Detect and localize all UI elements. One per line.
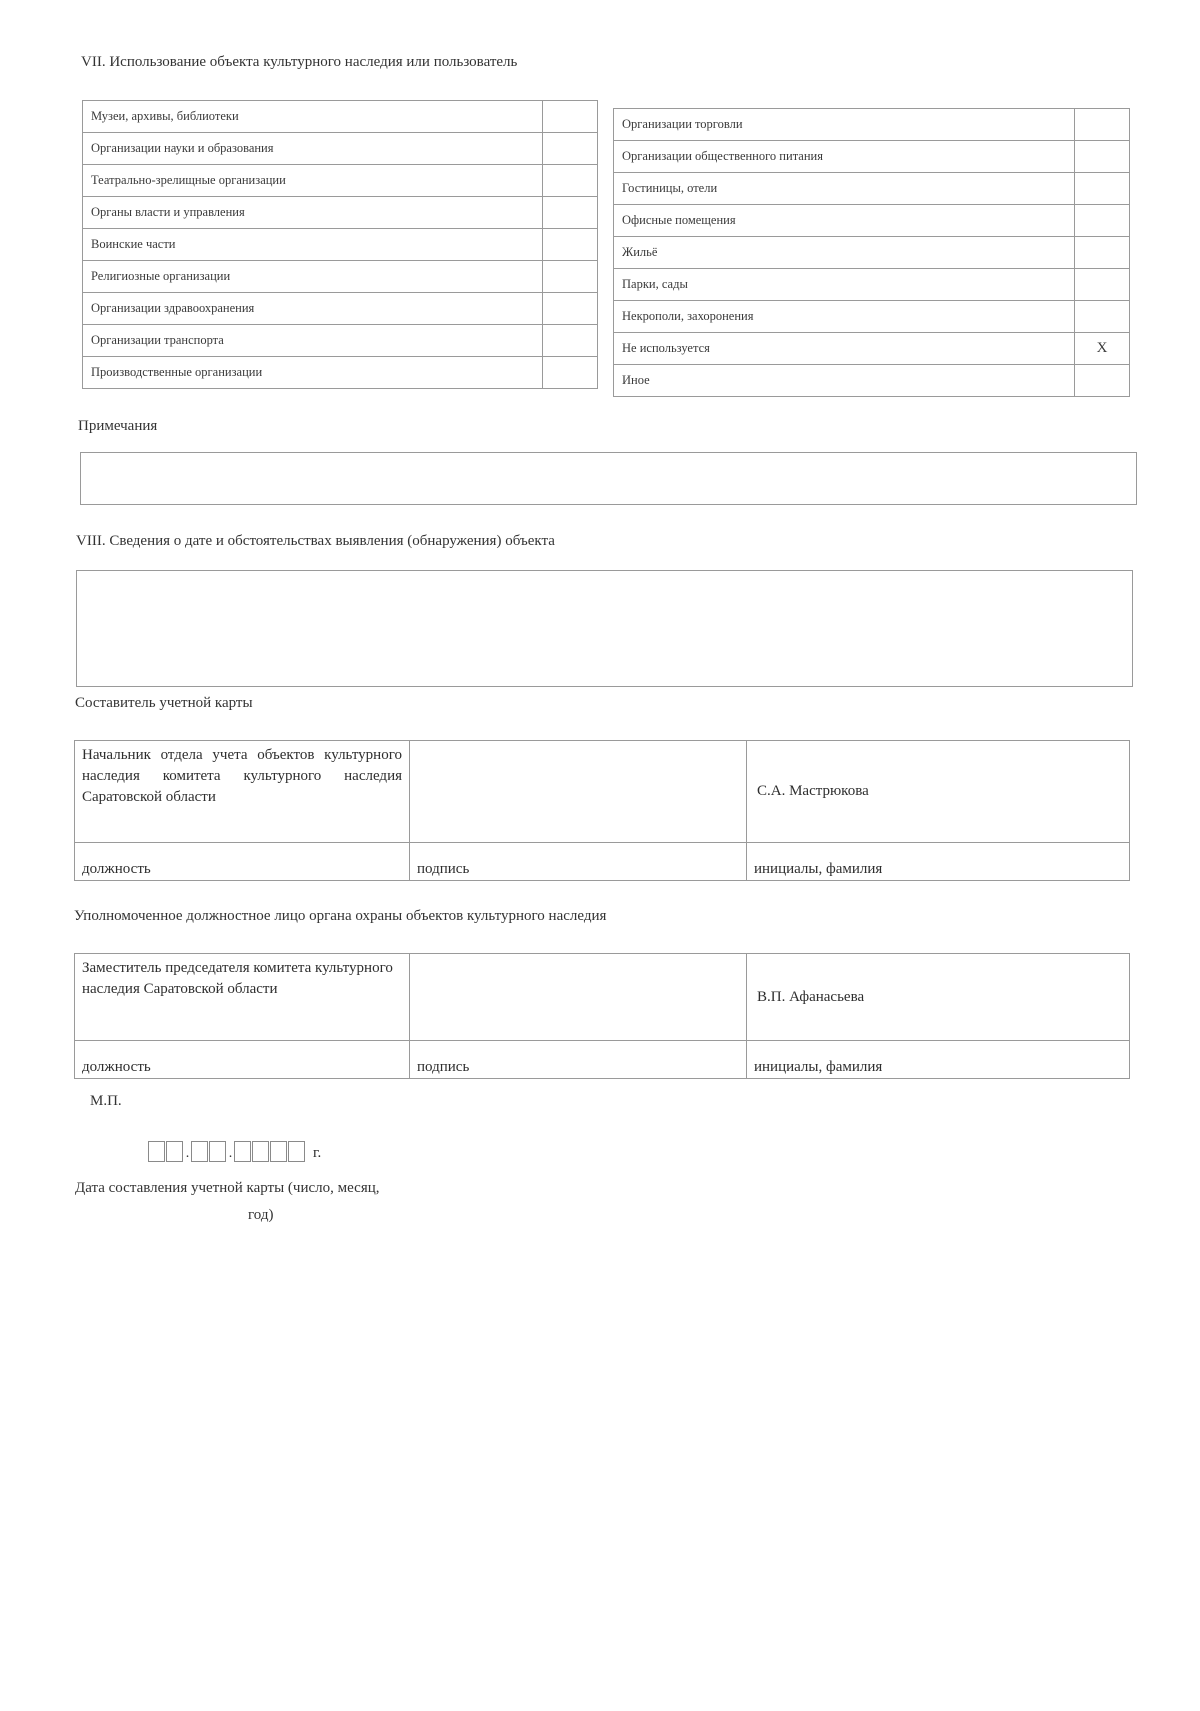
year-digit-2-field[interactable] — [252, 1141, 269, 1162]
usage-label: Парки, сады — [614, 269, 1075, 301]
official-name-caption: инициалы, фамилия — [747, 1041, 1130, 1079]
usage-row — [83, 101, 598, 133]
usage-checkbox[interactable] — [543, 325, 598, 357]
usage-row — [83, 133, 598, 165]
compiler-name: С.А. Мастрюкова — [747, 741, 1130, 843]
usage-checkbox[interactable] — [1075, 301, 1130, 333]
day-digit-2-field[interactable] — [166, 1141, 183, 1162]
section-8-title: VIII. Сведения о дате и обстоятельствах выявления (обнаружения) объекта — [76, 533, 555, 549]
usage-checkbox[interactable]: X — [1075, 333, 1130, 365]
month-digit-2-field[interactable] — [209, 1141, 226, 1162]
usage-checkbox[interactable] — [543, 261, 598, 293]
official-signature-field[interactable] — [410, 954, 747, 1041]
usage-label: Организации общественного питания — [614, 141, 1075, 173]
date-caption-line-2: год) — [248, 1207, 274, 1223]
official-name: В.П. Афанасьева — [747, 954, 1130, 1041]
usage-label: Некрополи, захоронения — [614, 301, 1075, 333]
usage-label: Организации здравоохранения — [83, 293, 543, 325]
usage-checkbox[interactable] — [543, 101, 598, 133]
usage-label: Организации науки и образования — [83, 133, 543, 165]
usage-row — [83, 197, 598, 229]
usage-row — [614, 269, 1130, 301]
usage-row — [614, 173, 1130, 205]
usage-checkbox[interactable] — [543, 133, 598, 165]
usage-table-right — [613, 108, 1130, 397]
notes-title: Примечания — [78, 418, 158, 434]
usage-row — [83, 325, 598, 357]
usage-label: Воинские части — [83, 229, 543, 261]
usage-checkbox[interactable] — [543, 357, 598, 389]
usage-row — [614, 333, 1130, 365]
usage-row — [83, 293, 598, 325]
official-position: Заместитель председателя комитета культурного наследия Саратовской области — [75, 954, 410, 1041]
compiler-position-caption: должность — [75, 843, 410, 881]
usage-checkbox[interactable] — [543, 197, 598, 229]
usage-label: Театрально-зрелищные организации — [83, 165, 543, 197]
usage-label: Религиозные организации — [83, 261, 543, 293]
compiler-signature-caption: подпись — [410, 843, 747, 881]
usage-label: Иное — [614, 365, 1075, 397]
year-digit-1-field[interactable] — [234, 1141, 251, 1162]
usage-checkbox[interactable] — [1075, 237, 1130, 269]
usage-table-left — [82, 100, 598, 389]
usage-row — [614, 109, 1130, 141]
usage-label: Организации транспорта — [83, 325, 543, 357]
year-digit-4-field[interactable] — [288, 1141, 305, 1162]
usage-row — [614, 365, 1130, 397]
month-digit-1-field[interactable] — [191, 1141, 208, 1162]
discovery-field[interactable] — [76, 570, 1133, 687]
usage-checkbox[interactable] — [1075, 269, 1130, 301]
date-separator: . — [185, 1146, 190, 1161]
compiler-name-caption: инициалы, фамилия — [747, 843, 1130, 881]
usage-checkbox[interactable] — [1075, 205, 1130, 237]
usage-label: Музеи, архивы, библиотеки — [83, 101, 543, 133]
usage-label: Жильё — [614, 237, 1075, 269]
usage-row — [614, 301, 1130, 333]
usage-row — [83, 357, 598, 389]
usage-label: Органы власти и управления — [83, 197, 543, 229]
year-suffix: г. — [313, 1145, 322, 1161]
compiler-position: Начальник отдела учета объектов культурного наследия комитета культурного наследия Саратовской области — [75, 741, 410, 843]
section-7-title: VII. Использование объекта культурного наследия или пользователь — [81, 54, 518, 70]
usage-row — [83, 229, 598, 261]
official-position-caption: должность — [75, 1041, 410, 1079]
usage-checkbox[interactable] — [1075, 365, 1130, 397]
year-digit-3-field[interactable] — [270, 1141, 287, 1162]
usage-row — [614, 141, 1130, 173]
usage-checkbox[interactable] — [1075, 173, 1130, 205]
usage-checkbox[interactable] — [543, 165, 598, 197]
official-title: Уполномоченное должностное лицо органа охраны объектов культурного наследия — [74, 908, 607, 924]
date-separator: . — [228, 1146, 233, 1161]
compiler-signature-field[interactable] — [410, 741, 747, 843]
day-digit-1-field[interactable] — [148, 1141, 165, 1162]
official-table — [74, 953, 1130, 1079]
notes-field[interactable] — [80, 452, 1137, 505]
usage-row — [614, 205, 1130, 237]
usage-checkbox[interactable] — [1075, 141, 1130, 173]
date-input-group — [148, 1141, 321, 1162]
usage-checkbox[interactable] — [1075, 109, 1130, 141]
usage-checkbox[interactable] — [543, 229, 598, 261]
usage-label: Не используется — [614, 333, 1075, 365]
usage-label: Организации торговли — [614, 109, 1075, 141]
usage-row — [83, 261, 598, 293]
usage-label: Гостиницы, отели — [614, 173, 1075, 205]
official-signature-caption: подпись — [410, 1041, 747, 1079]
usage-row — [614, 237, 1130, 269]
usage-checkbox[interactable] — [543, 293, 598, 325]
usage-label: Офисные помещения — [614, 205, 1075, 237]
stamp-label: М.П. — [90, 1093, 122, 1109]
usage-row — [83, 165, 598, 197]
compiler-table — [74, 740, 1130, 881]
usage-label: Производственные организации — [83, 357, 543, 389]
date-caption-line-1: Дата составления учетной карты (число, месяц, — [75, 1180, 380, 1196]
compiler-title: Составитель учетной карты — [75, 695, 253, 711]
